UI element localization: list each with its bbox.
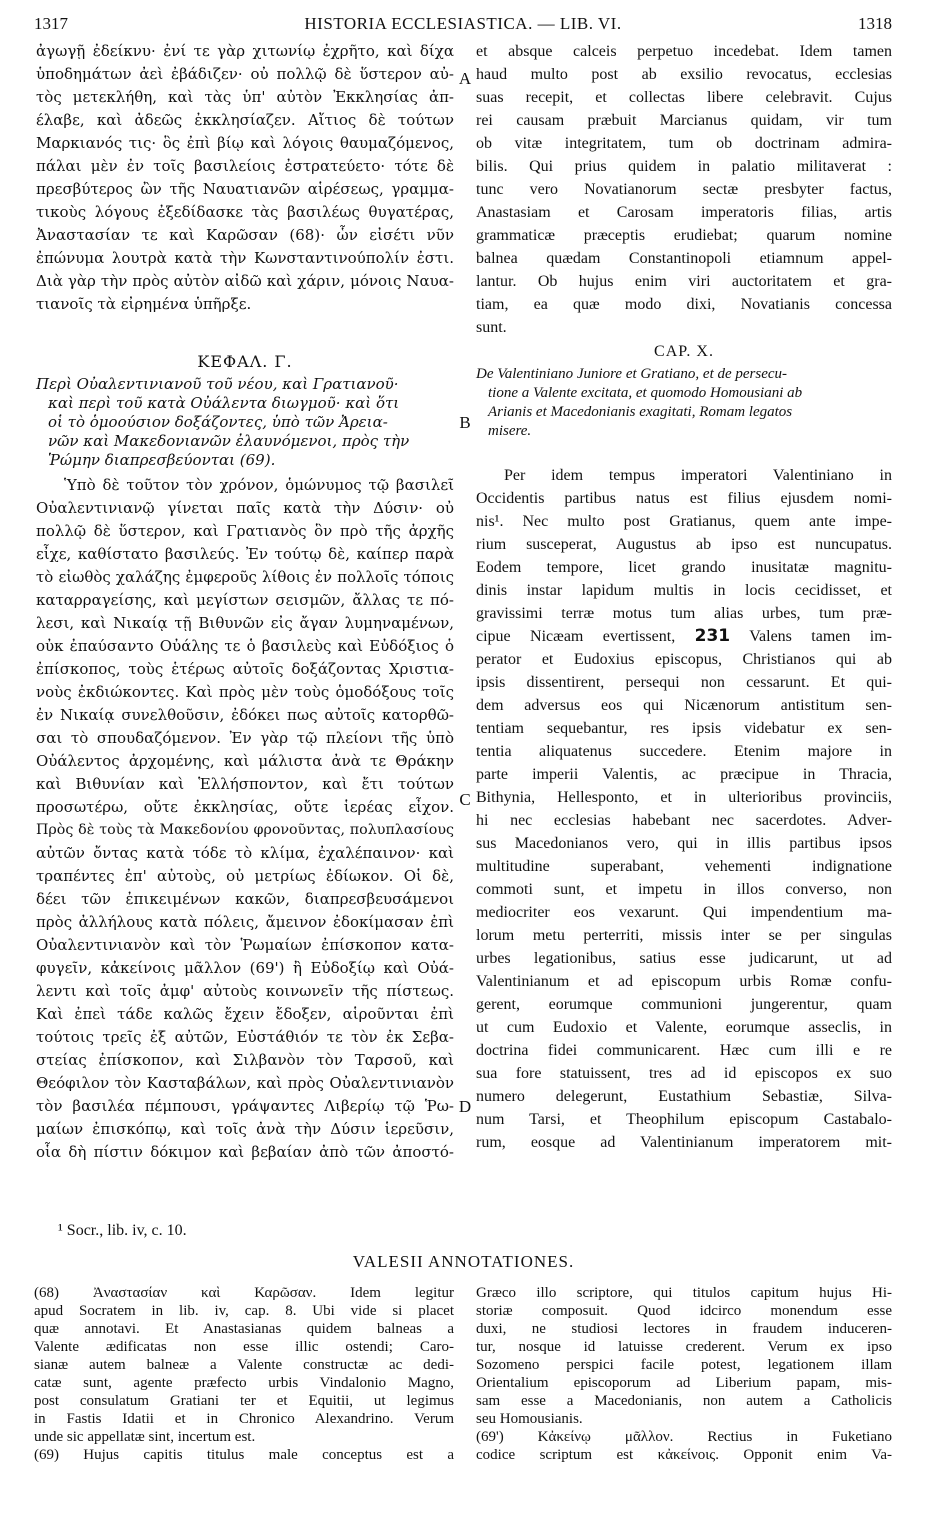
text-line: λεσι, καὶ Νικαίᾳ τῇ Βιθυνῶν εἰς ἄγαν λυμηναμένων, bbox=[36, 614, 454, 632]
text-line: urbes legationibus, satius esse judicarunt, ut ad bbox=[476, 950, 892, 967]
text-fragment: cipue Nicæam evertissent, bbox=[476, 628, 676, 645]
text-line: Anastasiam et Carosam imperatoris filias, artis bbox=[476, 204, 892, 221]
text-line: hi nec ecclesias habebant nec sacerdotes. Adver- bbox=[476, 812, 892, 829]
latin-paragraph-2 bbox=[476, 464, 892, 1154]
note-line: apud Socratem in lib. iv, cap. 8. Ubi vide si placet bbox=[34, 1303, 454, 1319]
running-title: HISTORIA ECCLESIASTICA. — LIB. VI. bbox=[304, 14, 622, 33]
latin-chapter-title bbox=[476, 365, 892, 441]
text-line: Per idem tempus imperatori Valentiniano in bbox=[504, 467, 892, 484]
text-line: et absque calceis perpetuo incedebat. Idem tamen bbox=[476, 43, 892, 60]
text-line: σαι τὸ σπουδαζόμενον. Ἐν γὰρ τῷ πλείονι τῆς ὑπὸ bbox=[36, 729, 454, 747]
text-line: nis¹. Nec multo post Gratianus, quem ante impe- bbox=[476, 513, 892, 530]
note-line: Valente ædificatas non esse illic ostendi; Caro- bbox=[34, 1339, 454, 1355]
note-line: Græco illo scriptore, qui titulos capitum hujus Hi- bbox=[476, 1285, 892, 1301]
note-line: seu Homousianis. bbox=[476, 1411, 583, 1427]
latin-chapter-heading: CAP. X. bbox=[654, 343, 714, 360]
text-line: προσωτέρω, οὔτε ἐκκλησίας, οὔτε ἱερέας εἶχον. bbox=[36, 798, 454, 816]
margin-marker-d: D bbox=[458, 1097, 472, 1116]
title-line: οἱ τὸ ὁμοούσιον δοξάζοντες, ὑπὸ τῶν Ἀρεια- bbox=[48, 413, 388, 431]
text-line: bilis. Qui prius quidem in palatio militaverat : bbox=[476, 158, 892, 175]
note-line: tur, nosque id latuisse crederent. Verum ex ipso bbox=[476, 1339, 892, 1355]
text-line: Ὑπὸ δὲ τοῦτον τὸν χρόνον, ὁμώνυμος τῷ βασιλεῖ bbox=[64, 476, 454, 494]
text-line: ipsis dissentirent, persequi non cessarunt. Et qui- bbox=[476, 674, 892, 691]
text-line: οἷα δὴ πίστιν δόκιμον καὶ βεβαίαν ἀπὸ τῶν ἀποστό- bbox=[36, 1143, 454, 1161]
note-line: unde sic appellatæ sint, incertum est. bbox=[34, 1429, 256, 1445]
text-line: lantur. Ob hujus enim viri auctoritatem et gra- bbox=[476, 273, 892, 290]
text-line: καταρραγείσης, καὶ μεγίστων σεισμῶν, ἄλλας τε πό- bbox=[36, 591, 454, 609]
text-line: Διὰ γὰρ τὴν πρὸς αὐτὸν αἰδῶ καὶ χάριν, μόνοις Ναυα- bbox=[36, 272, 454, 290]
text-line: ὑποδημάτων ἀεὶ ἐβάδιζεν· οὐ πολλῷ δὲ ὕστερον αὐ- bbox=[36, 65, 454, 83]
text-line: parte imperii Valentis, ac præcipue in Thracia, bbox=[476, 766, 892, 783]
note-line: (69') Κἀκείνῳ μᾶλλον. Rectius in Fuketiano bbox=[476, 1429, 892, 1445]
text-line: Occidentis partibus natus est filius ejusdem nomi- bbox=[476, 490, 892, 507]
text-line: μαίων ἐπισκόπῳ, καὶ τοῖς ἀνὰ τὴν Δύσιν ἱερεῦσιν, bbox=[36, 1120, 454, 1138]
note-line: storiæ composuit. Quod idcirco monendum esse bbox=[476, 1303, 892, 1319]
text-line: Πρὸς δὲ τοὺς τὰ Μακεδονίου φρονοῦντας, πολυπλασίους bbox=[36, 822, 454, 838]
greek-paragraph-1 bbox=[36, 40, 454, 316]
text-line: αὐτῶν ὄντας κατὰ τόδε τὸ κλίμα, ἐχαλέπαινον· καὶ bbox=[36, 844, 454, 862]
text-line-with-page-number bbox=[476, 625, 892, 648]
note-line: Orientalium episcoporum ad Liberium papam, mis- bbox=[476, 1375, 892, 1391]
text-line: τιανοῖς τὰ εἰρημένα ὑπῆρξε. bbox=[36, 295, 252, 313]
text-line: sua fore statuissent, tres ad id episcopos ex suo bbox=[476, 1065, 892, 1082]
text-line: gerent, eorumque communioni jungerentur, quam bbox=[476, 996, 892, 1013]
text-line: gravissimi terræ motus tum alias urbes, tum præ- bbox=[476, 605, 892, 622]
text-line: dem adversus eos qui Nicænorum antistitum sen- bbox=[476, 697, 892, 714]
title-line: misere. bbox=[488, 423, 532, 439]
note-line: codice scriptum est κἀκείνοις. Opponit enim Va- bbox=[476, 1447, 892, 1463]
text-line: στείας ἐπίσκοπον, καὶ Σιλβανὸν τὸν Ταρσοῦ, καὶ bbox=[36, 1051, 454, 1069]
greek-paragraph-2 bbox=[36, 474, 454, 1164]
text-line: Οὐάλεντος ἀρχομένης, καὶ μάλιστα ἀνὰ τε Θράκην bbox=[36, 752, 454, 770]
text-line: Bithynia, Hellesponto, et in ulterioribus provinciis, bbox=[476, 789, 892, 806]
text-line: dinis instar lapidum multis in locis cecidisset, et bbox=[476, 582, 892, 599]
text-line: ἐπίσκοπος, τοὺς ἑτέρως αὐτοῖς δοξάζοντας Χριστια- bbox=[36, 660, 454, 678]
text-line: Οὐαλεντινιανὸν καὶ τὸν Ῥωμαίων ἐπίσκοπον κατα- bbox=[36, 936, 454, 954]
title-line: Περὶ Οὐαλεντινιανοῦ τοῦ νέου, καὶ Γρατιανοῦ· bbox=[36, 375, 399, 393]
text-line: τὸς μετεκλήθη, καὶ τὰς ὑπ' αὐτὸν Ἐκκλησίας ἀπ- bbox=[36, 88, 454, 106]
annotations-right-column bbox=[476, 1284, 892, 1464]
text-line: Eodem tempore, licet grando inusitatæ magnitu- bbox=[476, 559, 892, 576]
text-line: ἐν Νικαίᾳ συνελθοῦσιν, ἐδόκει πως αὐτοῖς κατορθῶ- bbox=[36, 706, 454, 724]
text-line: perator et Eudoxius episcopus, Christianos qui ab bbox=[476, 651, 892, 668]
note-line: Sozomeno perspici facile potest, legationem illam bbox=[476, 1357, 892, 1373]
text-line: τούτοις τρεῖς ἐξ αὐτῶν, Εὐστάθιόν τε τὸν ἐκ Σεβα- bbox=[36, 1028, 454, 1046]
page-header bbox=[34, 8, 892, 38]
greek-chapter-title bbox=[36, 375, 454, 470]
text-line: πολλῷ δὲ ὕστερον, καὶ Γρατιανὸς ὃν πρὸ τῆς ἀρχῆς bbox=[36, 522, 454, 540]
text-line: οὐκ ἐπαύσαντο Οὐάλης τε ὁ βασιλεὺς καὶ Εὐδόξιος ὁ bbox=[36, 637, 454, 655]
note-line: (68) Ἀναστασίαν καὶ Καρῶσαν. Idem legitur bbox=[34, 1285, 454, 1301]
text-line: νοὺς ἐκδιώκοντες. Καὶ πρὸς μὲν τοὺς ὁμοδόξους τοῖς bbox=[36, 683, 454, 701]
page-number-right: 1318 bbox=[858, 14, 892, 33]
text-line: πάλαι μὲν ἐν τοῖς βασιλείοις ἐστρατεύετο· τότε δὲ bbox=[36, 157, 454, 175]
text-line: suas recepit, et collectas libere celebravit. Cujus bbox=[476, 89, 892, 106]
text-line: Ἀναστασίαν τε καὶ Καρῶσαν (68)· ὧν εἰσέτι νῦν bbox=[36, 226, 454, 244]
note-line: in Fastis Idatii et in Chronico Alexandrino. Verum bbox=[34, 1411, 454, 1427]
text-line: tentiam sequebantur, res ipsis videbatur ex sen- bbox=[476, 720, 892, 737]
text-line: τραπέντες ἐπ' αὐτοὺς, οὐ μετρίως ἐδίωκον. Οἱ δὲ, bbox=[36, 867, 454, 885]
text-line: Valentinianum et ad episcopum urbis Romæ confu- bbox=[476, 973, 892, 990]
note-line: post consulatum Gratiani ter et Equitii, ut legimus bbox=[34, 1393, 454, 1409]
text-line: balnea quædam Constantinopoli etiamnum appel- bbox=[476, 250, 892, 267]
text-line: τικοὺς λόγους ἐξεδίδασκε τὰς βασιλέως θυγατέρας, bbox=[36, 203, 454, 221]
note-line: sianæ autem balneæ a Valente constructæ ac dedi- bbox=[34, 1357, 454, 1373]
text-line: mediocriter eos vexarunt. Qui impendentium ma- bbox=[476, 904, 892, 921]
text-line: δέει τῶν ἐπικειμένων κακῶν, διαπρεσβευσάμενοι bbox=[36, 890, 454, 908]
text-line: haud multo post ab exsilio revocatus, ecclesias bbox=[476, 66, 892, 83]
text-line: ἐπώνυμα λουτρὰ κατὰ τὴν Κωνσταντινούπολίν ἐστι. bbox=[36, 249, 454, 267]
text-line: Θεόφιλον τὸν Κασταβάλων, καὶ πρὸς Οὐαλεντινιανὸν bbox=[36, 1074, 454, 1092]
text-line: grammaticæ præceptis erudiebat; quarum nomine bbox=[476, 227, 892, 244]
text-line: Οὐαλεντινιανῷ γίνεται παῖς κατὰ τὴν Δύσιν· οὐ bbox=[36, 499, 454, 517]
latin-column bbox=[476, 40, 892, 1154]
text-line: tentia aliquatenus succedere. Etenim majore in bbox=[476, 743, 892, 760]
title-line: Arianis et Macedonianis exagitati, Romam legatos bbox=[488, 404, 793, 420]
note-line: catæ sunt, agente præfecto urbis Vindalonio Magno, bbox=[34, 1375, 454, 1391]
original-page-number: 231 bbox=[694, 626, 731, 646]
greek-column bbox=[36, 40, 454, 1164]
text-line: ut cum Eudoxio et Valente, eorumque asseclis, in bbox=[476, 1019, 892, 1036]
page-number-left: 1317 bbox=[34, 14, 68, 33]
text-line: sunt. bbox=[476, 319, 507, 336]
text-line: φυγεῖν, κἀκείνοις μᾶλλον (69') ἢ Εὐδοξίῳ καὶ Οὐά- bbox=[36, 959, 454, 977]
text-line: τὸ εἰωθὸς χαλάζης ἐμφεροῦς λίθοις ἐν πολλοῖς τόποις bbox=[36, 568, 454, 586]
text-line: num Tarsi, et Theophilum episcopum Castabalo- bbox=[476, 1111, 892, 1128]
text-line: ἀγωγῇ ἐδείκνυ· ἐνί τε γὰρ χιτωνίῳ ἐχρῆτο, καὶ δίχα bbox=[36, 42, 454, 60]
text-line: πρεσβύτερος ὢν τῆς Ναυατιανῶν αἱρέσεως, γραμμα- bbox=[36, 180, 454, 198]
title-line: De Valentiniano Juniore et Gratiano, et de persecu- bbox=[476, 366, 788, 382]
margin-marker-a: A bbox=[458, 69, 472, 88]
text-line: numero delegerunt, Eustathium Sebastiæ, Silva- bbox=[476, 1088, 892, 1105]
text-line: λεντι καὶ τοῖς ἀμφ' αὐτοὺς κοινωνεῖν τῆς πίστεως. bbox=[36, 982, 454, 1000]
title-line: καὶ περὶ τοῦ κατὰ Οὐάλεντα διωγμοῦ· καὶ ὅτι bbox=[48, 394, 400, 412]
latin-paragraph-1 bbox=[476, 40, 892, 339]
text-line: rum, eosque ad Valentinianum imperatorem mit- bbox=[476, 1134, 892, 1151]
text-line: ob vitæ integritatem, tum ob doctrinam admira- bbox=[476, 135, 892, 152]
footnote: ¹ Socr., lib. iv, c. 10. bbox=[58, 1222, 187, 1239]
text-line: multitudine superabant, vehementi indignatione bbox=[476, 858, 892, 875]
title-line: νῶν καὶ Μακεδονιανῶν ἐλαυνόμενοι, πρὸς τὴν bbox=[48, 432, 410, 450]
note-line: (69) Hujus capitis titulus male conceptus est a bbox=[34, 1447, 454, 1463]
text-line: rium susceperat, Augustus ab ipso est nuncupatus. bbox=[476, 536, 892, 553]
title-line: tione a Valente excitata, et quomodo Homousiani ab bbox=[488, 385, 803, 401]
greek-chapter-heading: ΚΕΦΑΛ. Γ. bbox=[197, 352, 293, 371]
text-line: πρὸς ἀλλήλους κατὰ πόλεις, ἄμεινον ἐδοκίμασαν ἐπὶ bbox=[36, 913, 454, 931]
text-line: doctrina fidei communicarent. Hæc cum illi e re bbox=[476, 1042, 892, 1059]
text-line: rei causam præbuit Marcianus quidam, vir tum bbox=[476, 112, 892, 129]
text-line: τὸν βασιλέα πέμπουσι, γράψαντες Λιβερίῳ τῷ Ῥω- bbox=[36, 1097, 454, 1115]
text-line: Καὶ ἐπεὶ τάδε καλῶς ἔχειν ἔδοξεν, αἱροῦνται ἐπὶ bbox=[36, 1005, 454, 1023]
annotations-left-column bbox=[34, 1284, 454, 1464]
text-line: tiam, ea quæ modo dixi, Novatianis concessa bbox=[476, 296, 892, 313]
annotations-heading: VALESII ANNOTATIONES. bbox=[352, 1252, 575, 1271]
margin-marker-c: C bbox=[459, 790, 471, 809]
text-line: sus Macedonianos vero, qui in illis partibus ipsos bbox=[476, 835, 892, 852]
text-line: έλαβε, καὶ ἀδεῶς ἐκκλησίαζεν. Αἴτιος δὲ τούτων bbox=[36, 111, 454, 129]
note-line: quæ annotavi. Et Anastasianas quidem balneas a bbox=[34, 1321, 454, 1337]
note-line: sam esse a Macedonianis, non autem a Catholicis bbox=[476, 1393, 892, 1409]
margin-marker-b: B bbox=[459, 413, 471, 432]
text-line: lorum metu perterriti, missis inter se per singulas bbox=[476, 927, 892, 944]
title-line: Ῥώμην διαπρεσβεύονται (69). bbox=[48, 451, 276, 469]
text-fragment: Valens tamen im- bbox=[749, 628, 893, 645]
note-line: duxi, ne studiosi lectores in fraudem induceren- bbox=[476, 1321, 892, 1337]
text-line: Μαρκιανός τις· ὃς ἐπὶ βίῳ καὶ λόγοις θαυμαζόμενος, bbox=[36, 134, 454, 152]
text-line: tunc vero Novatianorum sectæ presbyter factus, bbox=[476, 181, 892, 198]
text-line: εἶχε, καθίστατο βασιλεύς. Ἐν τούτῳ δὲ, καίπερ παρὰ bbox=[36, 545, 454, 563]
text-line: commoti sunt, et impetu in illos converso, non bbox=[476, 881, 892, 898]
text-line: καὶ Βιθυνίαν καὶ Ἑλλήσποντον, καὶ ἔτι τούτων bbox=[36, 775, 454, 793]
